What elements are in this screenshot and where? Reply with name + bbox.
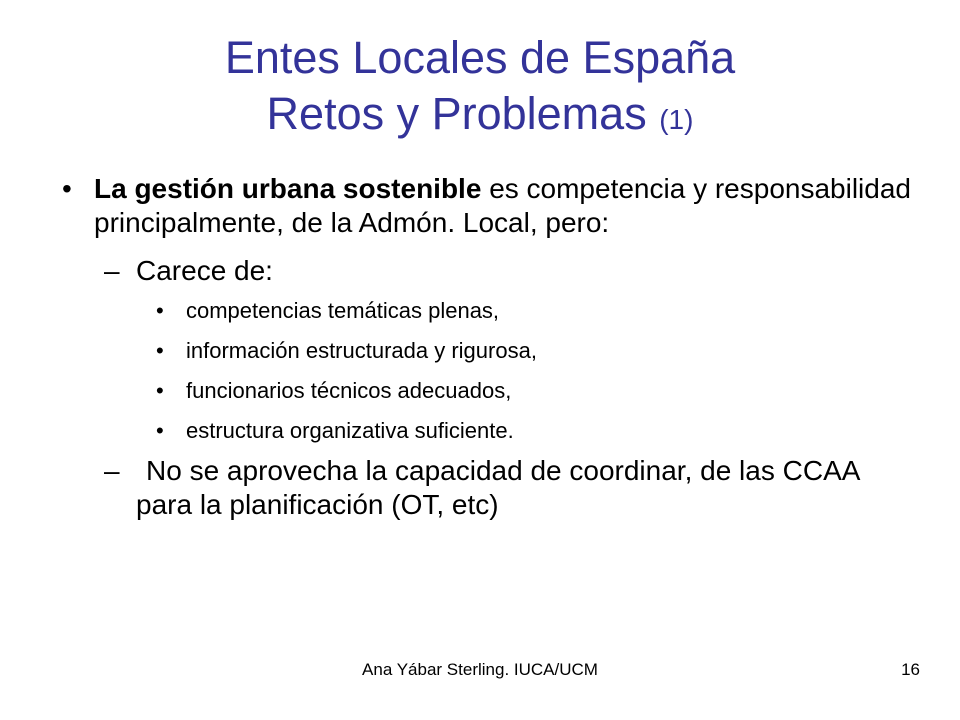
sub-bullet-marker: • <box>156 378 164 403</box>
sub-bullet-marker: • <box>156 298 164 323</box>
title-line-1: Entes Locales de España <box>224 32 736 83</box>
sub-bullet-marker: • <box>156 338 164 363</box>
slide-title <box>0 30 960 148</box>
title-slide-index: (1) <box>659 104 694 135</box>
main-bullet-text: es competencia y responsabilidad principalmente, de la Admón. Local, pero: <box>94 173 911 238</box>
sub-bullet-text: estructura organizativa suficiente. <box>186 418 514 443</box>
dash-marker: – <box>104 255 120 286</box>
sub-bullet-text: competencias temáticas plenas, <box>186 298 500 323</box>
sub-bullet-marker: • <box>156 418 164 443</box>
main-bullet <box>62 172 912 240</box>
dash-item-text: Carece de: <box>136 255 273 286</box>
dash-item-text: No se aprovecha la capacidad de coordinar, de las CCAA para la planificación (OT, etc) <box>136 455 859 520</box>
title-line-2-main: Retos y Problemas <box>266 88 647 139</box>
sub-bullet-item <box>156 378 912 404</box>
sub-bullet-item <box>156 298 912 324</box>
dash-item-coordination <box>104 454 912 522</box>
sub-bullet-text: información estructurada y rigurosa, <box>186 338 537 363</box>
sub-bullet-text: funcionarios técnicos adecuados, <box>186 378 512 403</box>
bullet-marker: • <box>62 173 72 204</box>
lacks-sublist <box>62 298 912 444</box>
footer-author: Ana Yábar Sterling. IUCA/UCM <box>362 660 598 679</box>
sub-bullet-item <box>156 418 912 444</box>
dash-marker: – <box>104 455 120 486</box>
main-bullet-bold-text: La gestión urbana sostenible <box>94 173 482 204</box>
sub-bullet-item <box>156 338 912 364</box>
slide-body <box>62 172 912 522</box>
page-number: 16 <box>901 660 920 679</box>
title-line-2 <box>0 86 960 148</box>
dash-item-lacks <box>104 254 912 288</box>
